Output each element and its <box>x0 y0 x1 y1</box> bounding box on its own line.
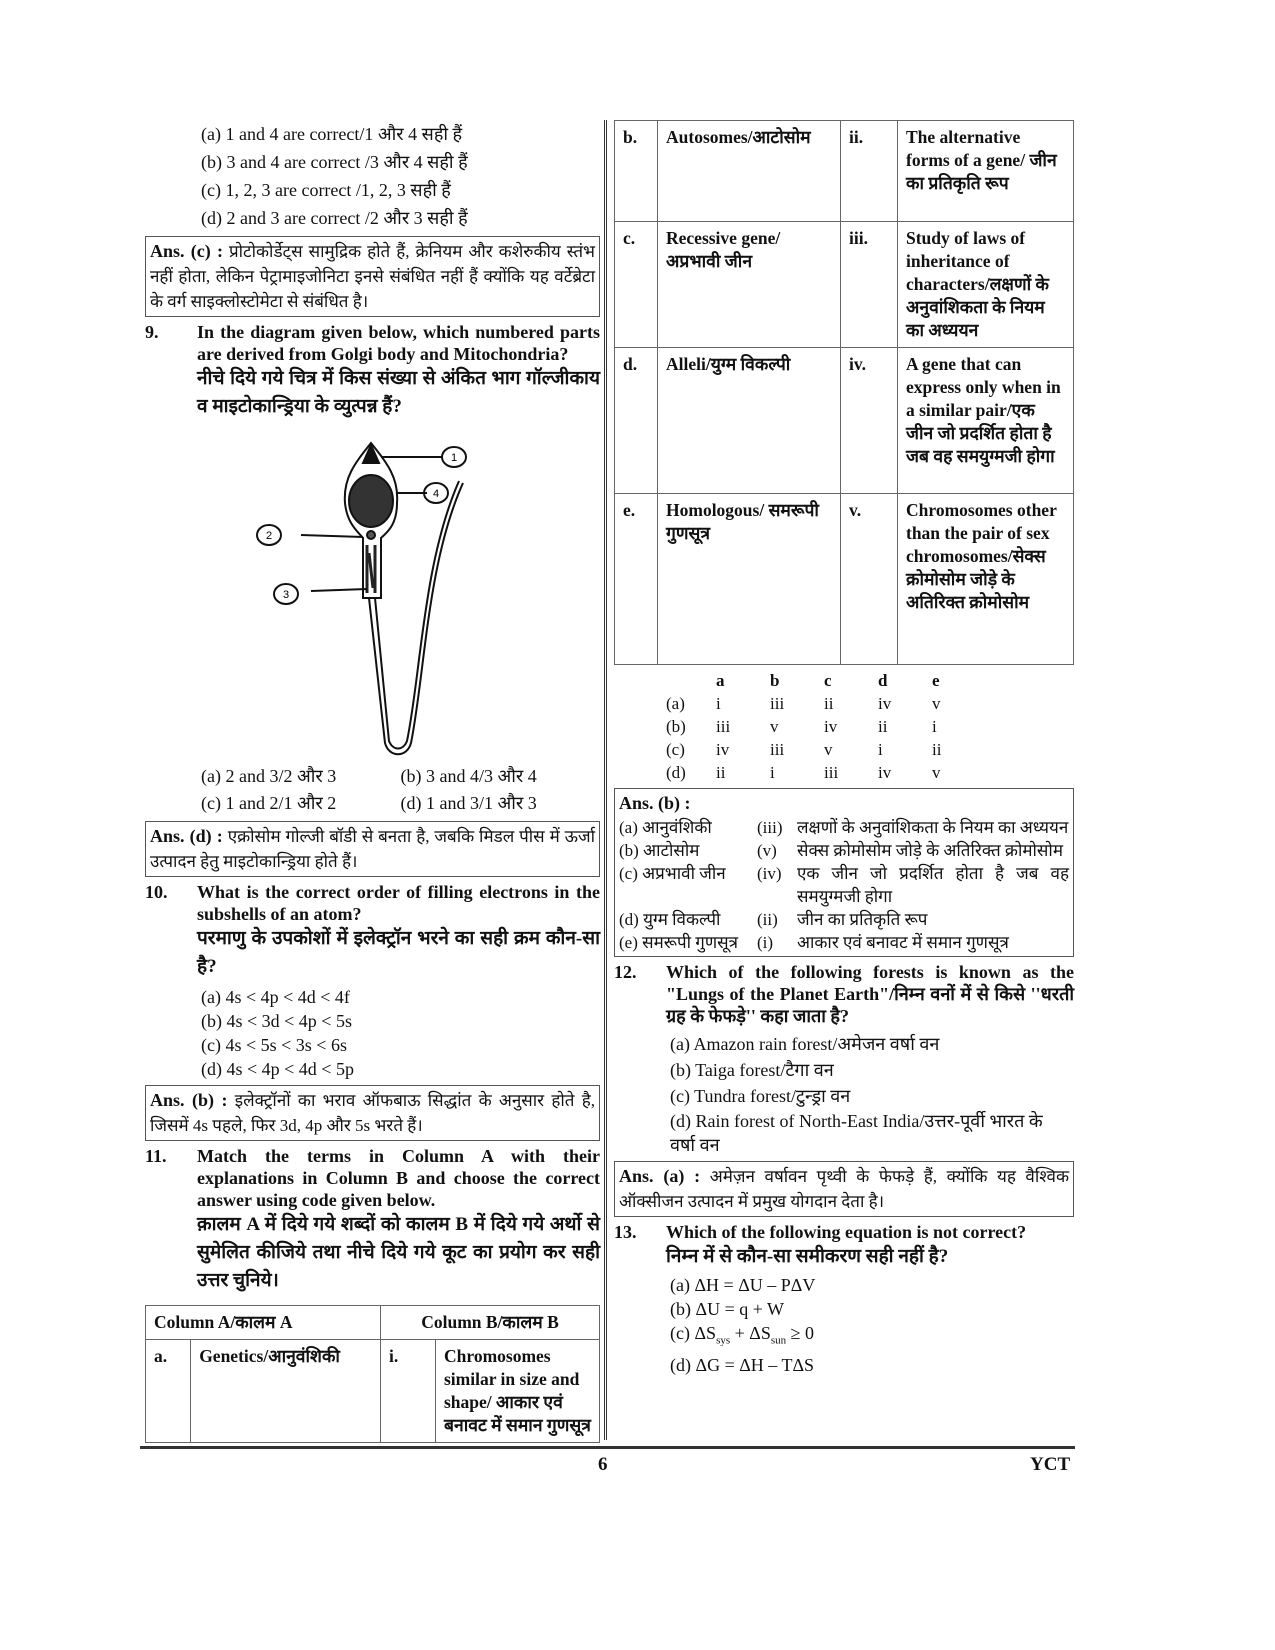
q8-option-d: (d) 2 and 3 are correct /2 और 3 सही हैं <box>201 208 468 228</box>
q10-question <box>145 881 600 981</box>
code-value: i <box>716 694 721 713</box>
q9-options-row-2 <box>145 790 600 817</box>
code-value: ii <box>824 694 834 713</box>
diagram-label-2: 2 <box>265 530 273 542</box>
q9-text-en: In the diagram given below, which numbered parts are derived from Golgi body and Mitochondria? <box>197 322 600 364</box>
match-table-part-1 <box>145 1305 600 1443</box>
q11-text-en: Match the terms in Column A with their explanations in Column B and choose the correct answer using code given below. <box>197 1146 600 1210</box>
q11-answer-box <box>614 788 1074 957</box>
q13-option-c-start: (c) ΔS <box>670 1323 717 1343</box>
code-header-blank <box>666 669 716 692</box>
left-column <box>145 120 600 1443</box>
col-a-header: Column A/कालम A <box>146 1306 381 1340</box>
q9-option-c: (c) 1 and 2/1 और 2 <box>201 793 337 813</box>
code-value: iv <box>878 694 892 713</box>
code-value: i <box>770 763 775 782</box>
code-value: iv <box>878 763 892 782</box>
q11-question <box>145 1145 600 1295</box>
q8-answer-label: Ans. (c) : <box>150 241 223 261</box>
q9-answer-box <box>145 821 600 877</box>
q12-option-c: (c) Tundra forest/टुन्ड्रा वन <box>670 1086 851 1106</box>
q10-number: 10. <box>145 882 168 902</box>
match-table-part-2 <box>614 120 1074 665</box>
code-row-d <box>666 761 986 784</box>
answer-key: (i) <box>757 933 774 952</box>
q10-option-b: (b) 4s < 3d < 4p < 5s <box>201 1011 352 1031</box>
row-iii-text: Study of laws of inheritance of characters/लक्षणों के अनुवांशिकता के नियम का अध्ययन <box>898 222 1074 348</box>
q11-number: 11. <box>145 1146 167 1166</box>
q12-answer-text: अमेज़न वर्षावन पृथ्वी के फेफड़े हैं, क्योंकि यह वैश्विक ऑक्सीजन उत्पादन में प्रमुख योगदान देता है। <box>619 1167 1070 1211</box>
q13-option-c-mid: + ΔS <box>730 1323 771 1343</box>
row-b-key: b. <box>615 121 658 222</box>
q11-answer-row <box>619 931 1069 954</box>
q11-answer-row <box>619 908 1069 931</box>
q10-option-d: (d) 4s < 4p < 4d < 5p <box>201 1059 354 1079</box>
q10-option-a: (a) 4s < 4p < 4d < 4f <box>201 987 350 1007</box>
q12-text: Which of the following forests is known as the "Lungs of the Planet Earth"/निम्न वनों में से किसे ''धरती ग्रह के फेफड़े'' कहा जाता है? <box>666 962 1074 1026</box>
row-d-key: d. <box>615 348 658 494</box>
row-iv-key: iv. <box>841 348 898 494</box>
q10-text-hi: परमाणु के उपकोशों में इलेक्ट्रॉन भरने का सही क्रम कौन-सा है? <box>197 928 600 977</box>
q11-answer-row <box>619 862 1069 908</box>
row-ii-text: The alternative forms of a gene/ जीन का प्रतिकृति रूप <box>898 121 1074 222</box>
code-option-label: (d) <box>666 763 686 782</box>
q13-option-d: (d) ΔG = ΔH – TΔS <box>670 1354 815 1375</box>
code-option-label: (a) <box>666 694 685 713</box>
q9-option-a: (a) 2 and 3/2 और 3 <box>201 766 337 786</box>
diagram-label-3: 3 <box>282 589 290 601</box>
answer-text: लक्षणों के अनुवांशिकता के नियम का अध्ययन <box>797 818 1069 837</box>
q12-option-a: (a) Amazon rain forest/अमेजन वर्षा वन <box>670 1034 940 1054</box>
row-i-key: i. <box>381 1340 436 1443</box>
answer-key: (iv) <box>757 864 782 883</box>
answer-key: (v) <box>757 841 777 860</box>
code-header-c: c <box>824 671 832 690</box>
row-a-term: Genetics/आनुवंशिकी <box>191 1340 381 1443</box>
code-header-b: b <box>770 671 780 690</box>
code-value: v <box>932 763 941 782</box>
q9-option-d: (d) 1 and 3/1 और 3 <box>400 793 537 813</box>
sperm-diagram <box>145 423 600 763</box>
code-option-label: (c) <box>666 740 685 759</box>
row-b-term: Autosomes/आटोसोम <box>658 121 841 222</box>
row-e-term: Homologous/ समरूपी गुणसूत्र <box>658 494 841 665</box>
q13-option-a: (a) ΔH = ΔU – PΔV <box>670 1275 816 1295</box>
code-header-row <box>666 669 986 692</box>
row-i-text: Chromosomes similar in size and shape/ आकार एवं बनावट में समान गुणसूत्र <box>436 1340 600 1443</box>
answer-code-table <box>666 669 986 784</box>
row-a-key: a. <box>146 1340 191 1443</box>
answer-term: (d) युग्म विकल्पी <box>619 910 721 929</box>
q9-options-row-1 <box>145 763 600 790</box>
row-c-term: Recessive gene/ अप्रभावी जीन <box>658 222 841 348</box>
row-c-key: c. <box>615 222 658 348</box>
code-header-d: d <box>878 671 888 690</box>
q8-options <box>145 120 600 232</box>
code-value: ii <box>878 717 888 736</box>
row-v-text: Chromosomes other than the pair of sex chromosomes/सेक्स क्रोमोसोम जोड़े के अतिरिक्त क्रोमोसोम <box>898 494 1074 665</box>
q8-option-b: (b) 3 and 4 are correct /3 और 4 सही हैं <box>201 152 468 172</box>
code-value: v <box>770 717 779 736</box>
q9-number: 9. <box>145 322 159 342</box>
q12-option-d: (d) Rain forest of North-East India/उत्तर-पूर्वी भारत के वर्षा वन <box>670 1111 1043 1155</box>
right-column <box>614 120 1074 1377</box>
q10-text-en: What is the correct order of filling electrons in the subshells of an atom? <box>197 882 600 924</box>
q10-answer-text: इलेक्ट्रॉनों का भराव ऑफबाऊ सिद्धांत के अनुसार होते है, जिसमें 4s पहले, फिर 3d, 4p और 5s भरते हैं। <box>150 1091 595 1135</box>
q8-answer-text: प्रोटोकोर्डेट्स सामुद्रिक होते हैं, क्रेनियम और कशेरुकीय स्तंभ नहीं होता, लेकिन पेट्रामाइजोनिटा इनसे संबंधित नहीं हैं क्योंकि यह वर्टेब्रेटा के वर्ग साइक्लोस्टोमेटा से संबंधित है। <box>150 242 595 311</box>
code-header-a: a <box>716 671 725 690</box>
answer-text: जीन का प्रतिकृति रूप <box>797 910 928 929</box>
code-value: iii <box>770 694 785 713</box>
answer-term: (a) आनुवंशिकी <box>619 818 712 837</box>
q10-option-c: (c) 4s < 5s < 3s < 6s <box>201 1035 347 1055</box>
diagram-label-1: 1 <box>450 452 458 464</box>
q9-question <box>145 321 600 421</box>
footer-brand: YCT <box>1030 1454 1071 1475</box>
q13-option-c-end: ≥ 0 <box>786 1323 815 1343</box>
q11-text-hi: क़ालम A में दिये गये शब्दों को कालम B में दिये गये अर्थो से सुमेलित कीजिये तथा नीचे दिये गये कूट का प्रयोग कर सही उत्तर चुनिये। <box>197 1214 600 1291</box>
q9-text-hi: नीचे दिये गये चित्र में किस संख्या से अंकित भाग गॉल्जीकाय व माइटोकान्ड्रिया के व्युत्पन्न हैं? <box>197 368 600 417</box>
code-value: v <box>824 740 833 759</box>
q9-answer-label: Ans. (d) : <box>150 826 223 846</box>
q8-answer-box <box>145 236 600 317</box>
code-row-a <box>666 692 986 715</box>
q8-option-c: (c) 1, 2, 3 are correct /1, 2, 3 सही हैं <box>201 180 451 200</box>
table-row <box>146 1340 600 1443</box>
answer-term: (c) अप्रभावी जीन <box>619 864 726 883</box>
answer-key: (iii) <box>757 818 783 837</box>
code-value: ii <box>932 740 942 759</box>
q10-answer-box <box>145 1085 600 1141</box>
code-value: iv <box>824 717 838 736</box>
table-row <box>615 222 1074 348</box>
code-row-b <box>666 715 986 738</box>
q12-option-b: (b) Taiga forest/टैगा वन <box>670 1060 834 1080</box>
code-row-c <box>666 738 986 761</box>
table-row <box>615 121 1074 222</box>
q9-option-b: (b) 3 and 4/3 और 4 <box>400 766 537 786</box>
column-divider <box>604 120 607 1440</box>
col-b-header: Column B/कालम B <box>381 1306 600 1340</box>
q11-answer-label: Ans. (b) : <box>619 793 691 813</box>
q13-number: 13. <box>614 1222 637 1242</box>
answer-term: (e) समरूपी गुणसूत्र <box>619 933 739 952</box>
table-row <box>615 494 1074 665</box>
row-ii-key: ii. <box>841 121 898 222</box>
q8-option-a: (a) 1 and 4 are correct/1 और 4 सही हैं <box>201 124 463 144</box>
row-v-key: v. <box>841 494 898 665</box>
q12-question <box>614 961 1074 1027</box>
answer-key: (ii) <box>757 910 778 929</box>
answer-term: (b) आटोसोम <box>619 841 700 860</box>
code-option-label: (b) <box>666 717 686 736</box>
code-header-e: e <box>932 671 940 690</box>
page-number: 6 <box>598 1454 608 1475</box>
row-iii-key: iii. <box>841 222 898 348</box>
code-value: ii <box>716 763 726 782</box>
q13-option-c-sub1: sys <box>716 1334 731 1347</box>
match-table-header <box>146 1306 600 1340</box>
code-value: v <box>932 694 941 713</box>
answer-text: एक जीन जो प्रदर्शित होता है जब वह समयुग्मजी होगा <box>797 864 1069 906</box>
code-value: iii <box>824 763 839 782</box>
nucleus <box>349 475 393 527</box>
code-value: iii <box>770 740 785 759</box>
q13-option-c <box>614 1321 1074 1353</box>
q13-question <box>614 1221 1074 1271</box>
row-iv-text: A gene that can express only when in a similar pair/एक जीन जो प्रदर्शित होता है जब वह समयुग्मजी होगा <box>898 348 1074 494</box>
q13-text-en: Which of the following equation is not correct? <box>666 1222 1027 1242</box>
diagram-label-4: 4 <box>432 488 440 500</box>
q11-answer-row <box>619 839 1069 862</box>
q12-answer-box <box>614 1161 1074 1217</box>
middle-piece <box>367 545 375 593</box>
code-value: iii <box>716 717 731 736</box>
q9-answer-text: एक्रोसोम गोल्जी बॉडी से बनता है, जबकि मिडल पीस में ऊर्जा उत्पादन हेतु माइटोकान्ड्रिया होते हैं। <box>150 827 595 871</box>
q13-option-b: (b) ΔU = q + W <box>670 1299 785 1319</box>
row-d-term: Alleli/युग्म विकल्पी <box>658 348 841 494</box>
q13-text-hi: निम्न में से कौन-सा समीकरण सही नहीं है? <box>666 1246 949 1267</box>
row-e-key: e. <box>615 494 658 665</box>
q10-answer-label: Ans. (b) : <box>150 1090 228 1110</box>
q11-answer-row <box>619 816 1069 839</box>
answer-text: सेक्स क्रोमोसोम जोड़े के अतिरिक्त क्रोमोसोम <box>797 841 1063 860</box>
q12-number: 12. <box>614 962 637 982</box>
answer-text: आकार एवं बनावट में समान गुणसूत्र <box>797 933 1009 952</box>
q13-option-c-sub2: sun <box>770 1334 787 1347</box>
code-value: i <box>932 717 937 736</box>
code-value: iv <box>716 740 730 759</box>
footer-rule <box>140 1446 1075 1449</box>
acrosome <box>363 445 379 463</box>
code-value: i <box>878 740 883 759</box>
table-row <box>615 348 1074 494</box>
q12-answer-label: Ans. (a) : <box>619 1166 701 1186</box>
